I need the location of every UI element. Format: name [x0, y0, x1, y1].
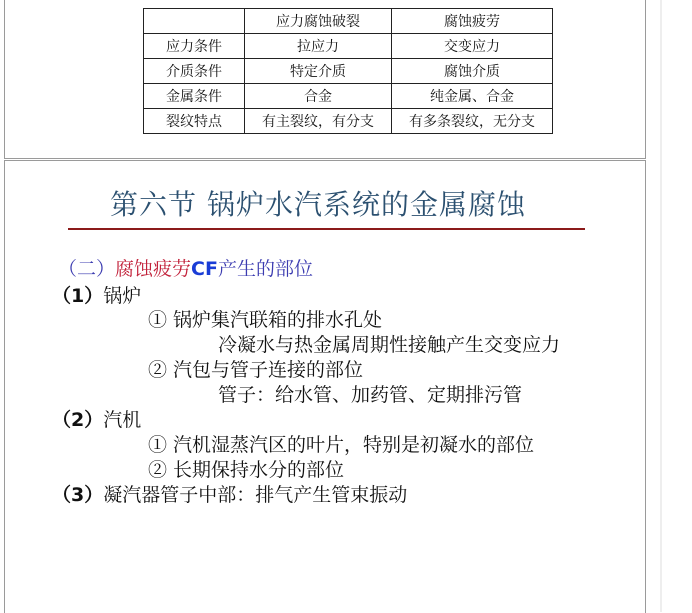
table-row — [144, 84, 553, 109]
scrollbar-track[interactable] — [660, 0, 662, 612]
item-text: ② 汽包与管子连接的部位 — [148, 359, 364, 381]
list-item — [52, 480, 407, 507]
table-cell: 应力条件 — [144, 34, 245, 59]
table-header-row — [144, 9, 553, 34]
table-cell: 有多条裂纹，无分支 — [392, 109, 553, 134]
item-text: 管子：给水管、加药管、定期排污管 — [218, 384, 523, 406]
table-row — [144, 34, 553, 59]
list-item — [148, 430, 534, 457]
section-suffix: 产生的部位 — [217, 258, 313, 280]
list-item — [218, 380, 522, 407]
table-row — [144, 59, 553, 84]
item-number: （3） — [52, 484, 104, 506]
table-cell: 介质条件 — [144, 59, 245, 84]
list-item — [52, 405, 141, 432]
item-text: 锅炉 — [103, 285, 142, 307]
list-item — [148, 305, 382, 332]
table-cell: 裂纹特点 — [144, 109, 245, 134]
slide-title: 第六节 锅炉水汽系统的金属腐蚀 — [110, 188, 526, 221]
table-cell: 合金 — [245, 84, 392, 109]
table-cell: 金属条件 — [144, 84, 245, 109]
table-cell: 腐蚀介质 — [392, 59, 553, 84]
table-header-cell — [144, 9, 245, 34]
table-cell: 纯金属、合金 — [392, 84, 553, 109]
title-underline — [68, 228, 585, 230]
item-text: ① 锅炉集汽联箱的排水孔处 — [148, 309, 383, 331]
item-number: （2） — [52, 409, 104, 431]
item-text: 汽机 — [103, 409, 142, 431]
table-header-cell: 应力腐蚀破裂 — [245, 9, 392, 34]
comparison-table — [143, 8, 553, 134]
table-header-cell: 腐蚀疲劳 — [392, 9, 553, 34]
section-heading — [58, 254, 313, 281]
table-cell: 有主裂纹，有分支 — [245, 109, 392, 134]
list-item — [148, 455, 344, 482]
item-text: 凝汽器管子中部：排气产生管束振动 — [103, 484, 408, 506]
table-cell: 特定介质 — [245, 59, 392, 84]
section-prefix: （二） — [58, 258, 116, 280]
table-cell: 拉应力 — [245, 34, 392, 59]
table-row — [144, 109, 553, 134]
list-item — [218, 330, 560, 357]
item-text: ① 汽机湿蒸汽区的叶片，特别是初凝水的部位 — [148, 434, 535, 456]
item-text: 冷凝水与热金属周期性接触产生交变应力 — [218, 334, 561, 356]
section-cf-text: CF — [191, 258, 218, 280]
list-item — [148, 355, 363, 382]
section-red-text: 腐蚀疲劳 — [115, 258, 192, 280]
table-cell: 交变应力 — [392, 34, 553, 59]
item-text: ② 长期保持水分的部位 — [148, 459, 345, 481]
item-number: （1） — [52, 285, 104, 307]
list-item — [52, 281, 141, 308]
